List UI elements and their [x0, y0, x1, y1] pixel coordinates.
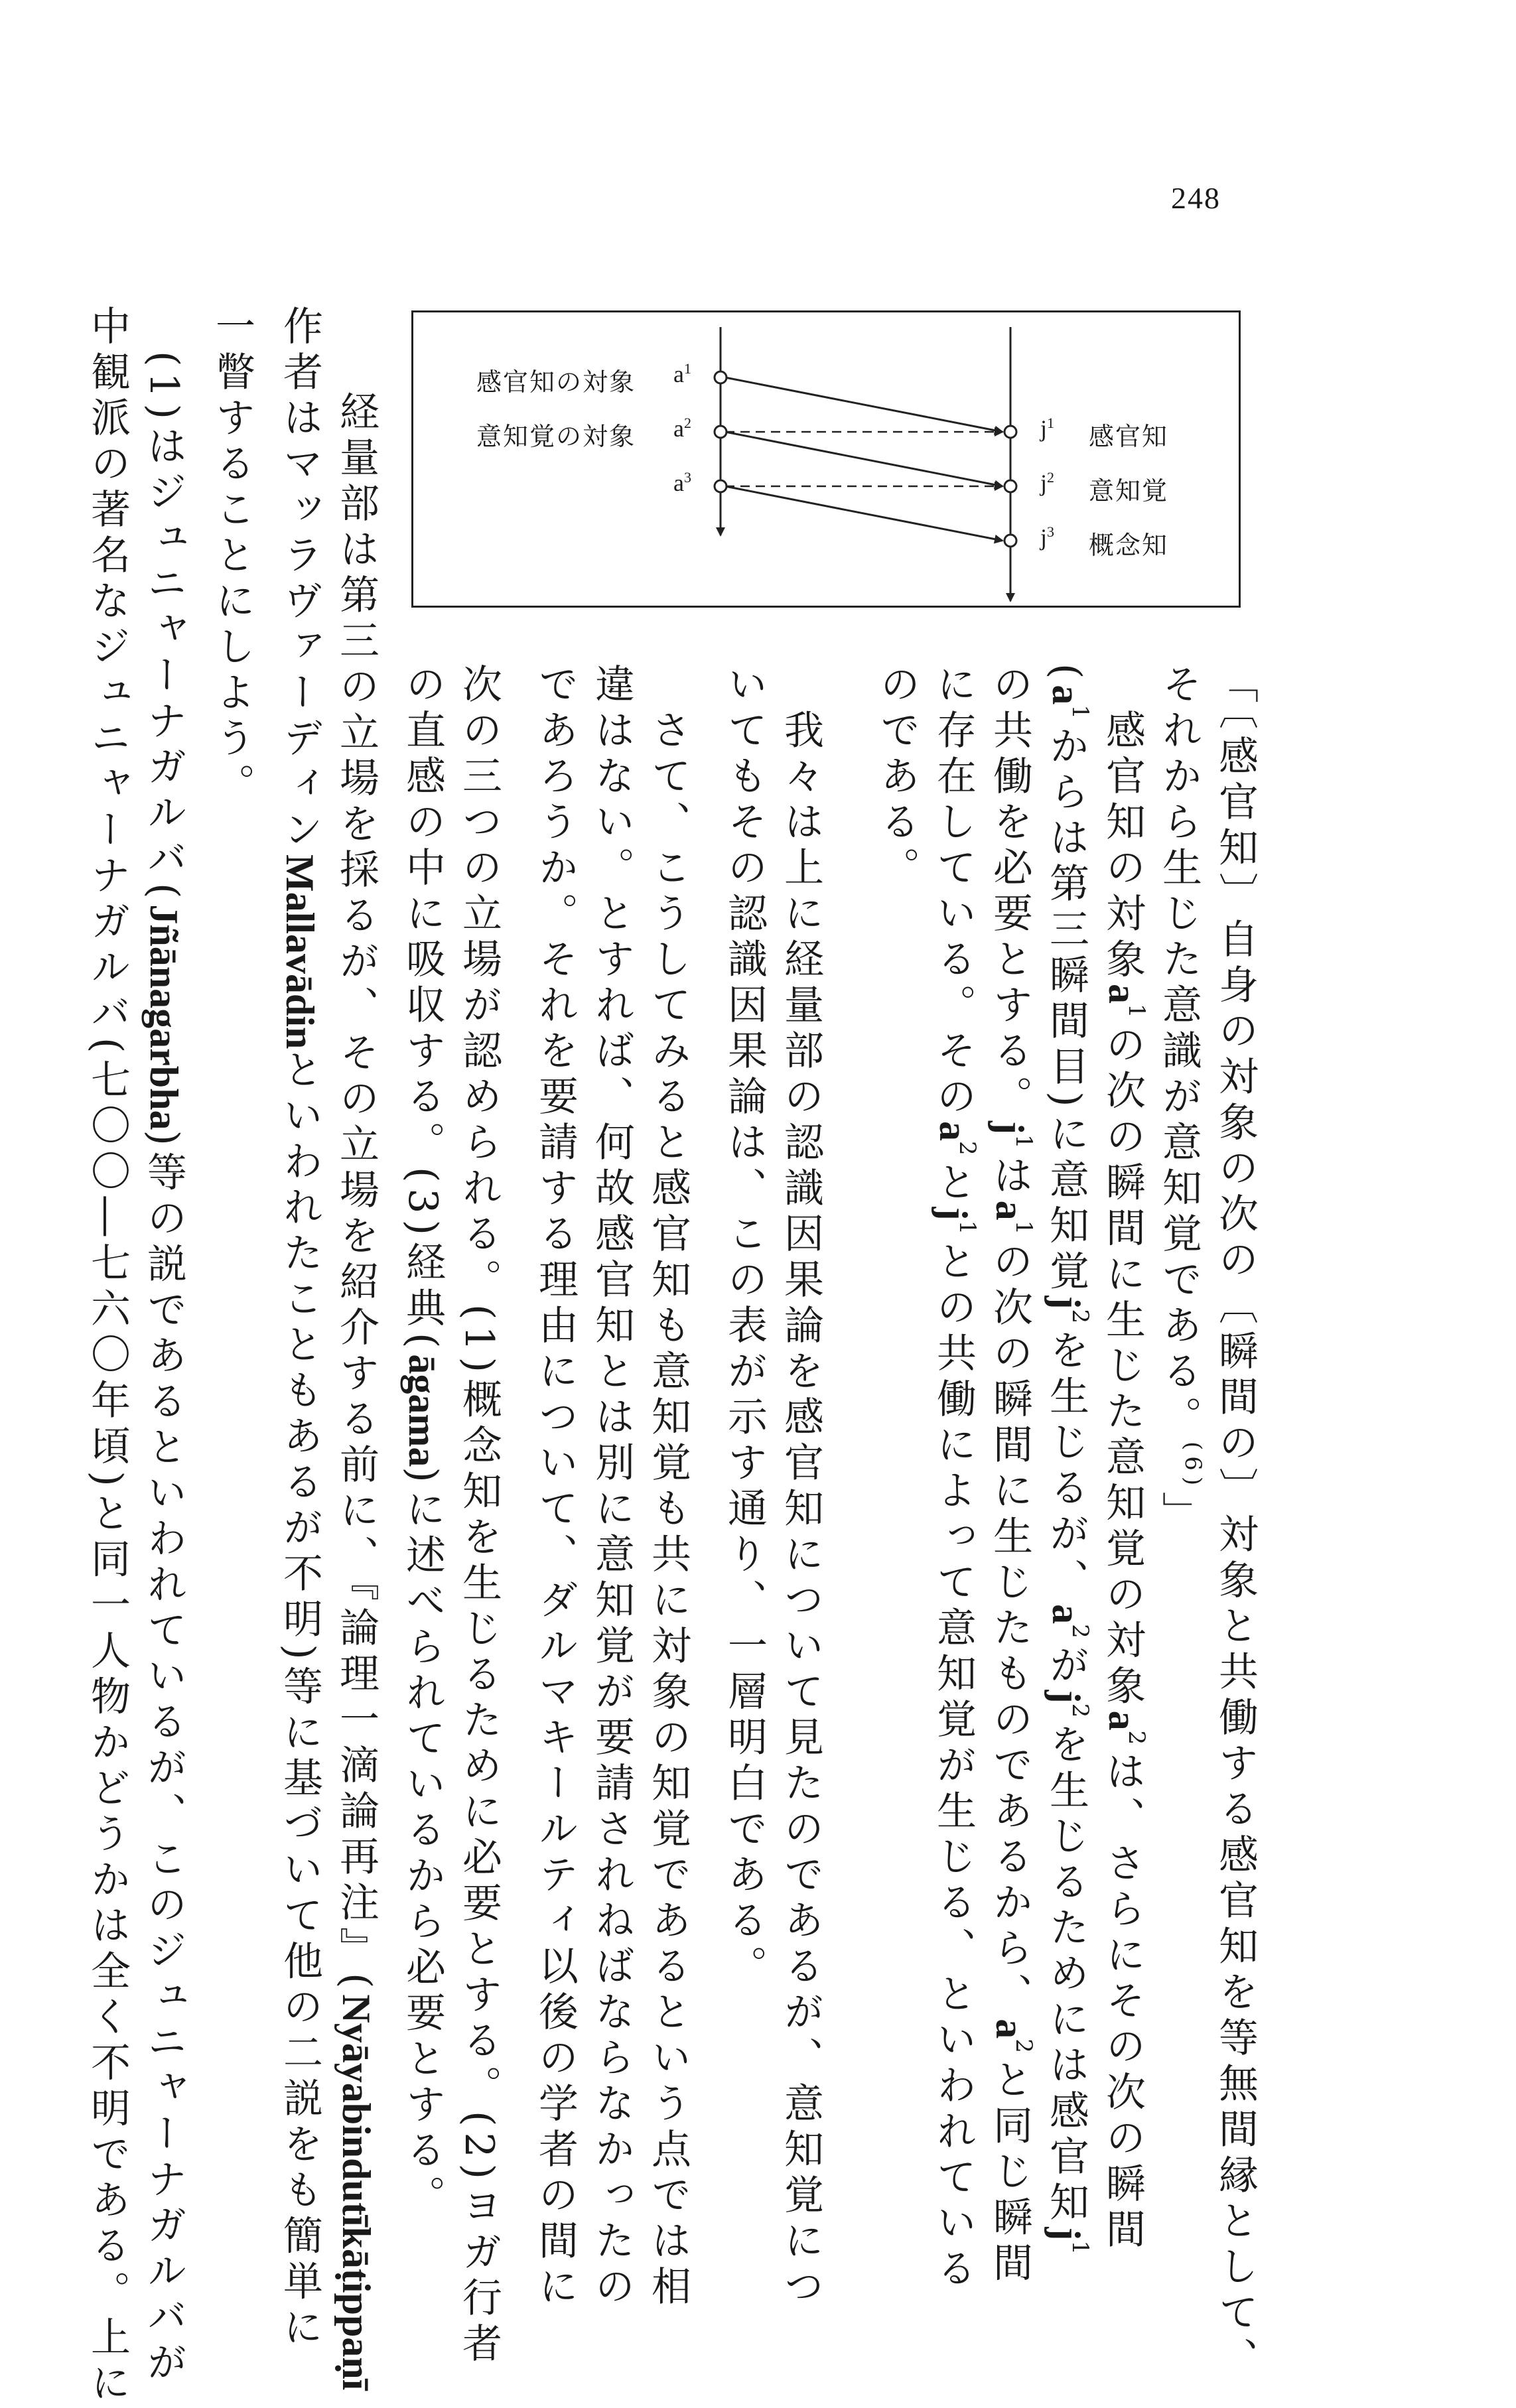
label-sense-cognition: 感官知 [1089, 422, 1169, 451]
text-column: 中観派の著名なジュニャーナガルバ(七〇〇―七六〇年頃)と同一人物かどうかは全く不明である。上に [84, 305, 131, 2408]
text-column: であろうか。それを要請する理由について、ダルマキールティ以後の学者の間に [532, 663, 579, 2311]
text-column: 一瞥することにしよう。 [209, 305, 255, 809]
node-j2 [1004, 480, 1016, 492]
page-number: 248 [1171, 181, 1221, 215]
symbol-j2: $j^2$ [1040, 469, 1055, 496]
text-column: に存在している。その$a^2$と$j^1$との共働によって意知覚が生じる、といわれている [930, 663, 981, 2294]
label-conceptual-cognition: 概念知 [1089, 531, 1169, 560]
node-a3 [715, 480, 726, 492]
text-column: ($a^1$からは第三瞬間目)に意知覚$j^2$を生じるが、$a^2$が$j^2$を生じるためには感官知$j^1$ [1043, 663, 1093, 2261]
text-column: いてもその認識因果論は、この表が示す通り、一層明白である。 [721, 663, 768, 1991]
text-column: のである。 [874, 663, 920, 892]
text-column: の直感の中に吸収する。(3)経典(āgama)に述べられているから必要とする。 [399, 663, 446, 2221]
text-column: 感官知の対象$a^1$の次の瞬間に生じた意知覚の対象$a^2$は、さらにその次の瞬間 [1099, 663, 1150, 2255]
symbol-a1: $a^1$ [673, 360, 691, 387]
text-column: 作者はマッラヴァーディンMallavādinといわれたこともあるが不明)等に基づいて他の二説をも簡単に [277, 305, 323, 2352]
text-column: 我々は上に経量部の認識因果論を感官知について見たのであるが、意知覚につ [778, 663, 824, 2311]
arrow-a2-j2 [725, 432, 1002, 486]
arrow-a1-j1 [725, 377, 1002, 432]
text-column: 違はない。とすれば、何故感官知とは別に意知覚が要請されねばならなかったの [588, 663, 635, 2311]
symbol-j1: $j^1$ [1040, 415, 1055, 442]
node-j1 [1004, 426, 1016, 438]
text-column: それから生じた意識が意知覚である。$^{(6)}$」 [1156, 663, 1206, 1538]
text-column: 経量部は第三の立場を採るが、その立場を紹介する前に、『論理一滴論再注』(Nyāyabindutīkāṭippaṇī [333, 345, 379, 2391]
diagram-lines [413, 312, 1243, 610]
symbol-a2: $a^2$ [673, 415, 691, 442]
node-a2 [715, 426, 726, 438]
symbol-a3: $a^3$ [673, 469, 691, 496]
text-column: (1)はジュニャーナガルバ(Jñānagarbha)等の説であるといわれているが、このジュニャーナガルバが [141, 305, 187, 2387]
label-mental-object: 意知覚の対象 [476, 422, 636, 451]
text-column: 次の三つの立場が認められる。(1)概念知を生じるために必要とする。(2)ヨガ行者 [456, 663, 502, 2368]
cognition-diagram [411, 310, 1241, 608]
label-mental-perception: 意知覚 [1089, 476, 1169, 505]
label-sense-object: 感官知の対象 [476, 368, 636, 397]
node-a1 [715, 371, 726, 383]
arrow-a3-j3 [725, 486, 1002, 541]
text-column: の共働を必要とする。$j^1$は$a^1$の次の瞬間に生じたものであるから、$a^2$と同じ瞬間 [987, 663, 1037, 2288]
text-column: さて、こうしてみると感官知も意知覚も共に対象の知覚であるという点では相 [645, 663, 691, 2311]
symbol-j3: $j^3$ [1040, 523, 1055, 551]
node-j3 [1004, 535, 1016, 547]
text-column: 「〔感官知〕自身の対象の次の〔瞬間の〕対象と共働する感官知を等無間縁として、 [1212, 663, 1259, 2383]
